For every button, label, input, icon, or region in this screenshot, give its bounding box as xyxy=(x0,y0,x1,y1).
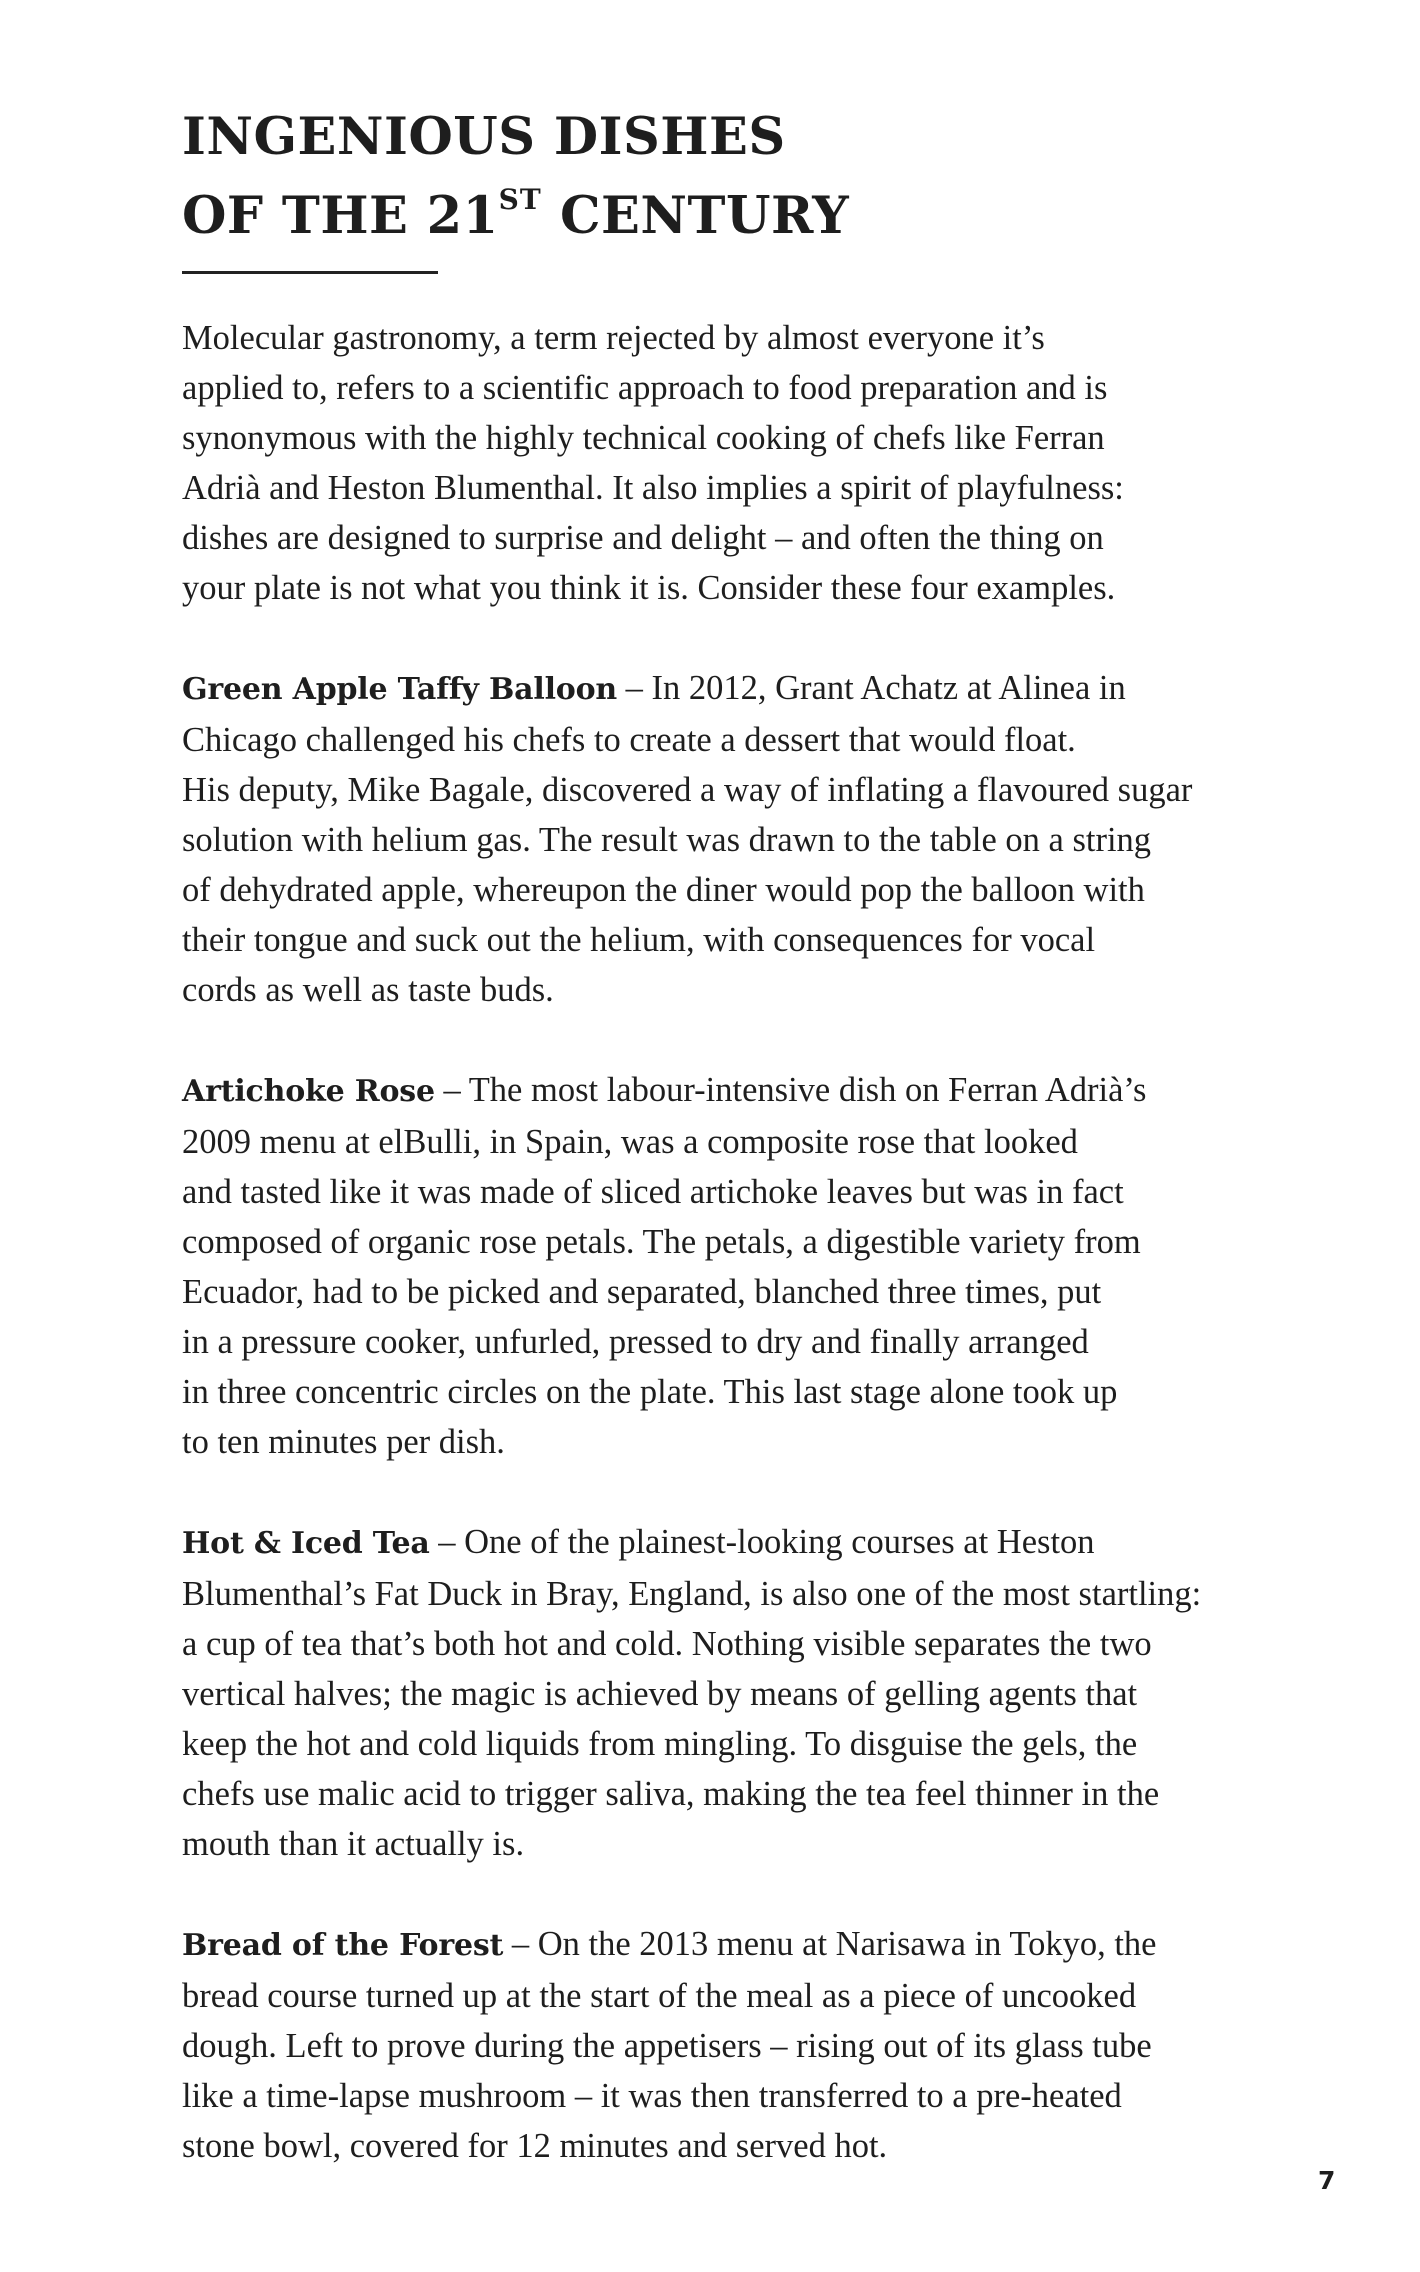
article-body xyxy=(182,313,1357,2221)
text-line: 2009 menu at elBulli, in Spain, was a composite rose that looked xyxy=(182,1123,1078,1161)
text-line: of dehydrated apple, whereupon the diner would pop the balloon with xyxy=(182,871,1145,909)
text-line: your plate is not what you think it is. Consider these four examples. xyxy=(182,569,1116,607)
text-line: Blumenthal’s Fat Duck in Bray, England, is also one of the most startling: xyxy=(182,1575,1202,1613)
text-line xyxy=(182,1517,1357,1569)
text-line: keep the hot and cold liquids from mingling. To disguise the gels, the xyxy=(182,1725,1138,1763)
dish-paragraph-artichoke-rose xyxy=(182,1065,1357,1467)
title-line-1: INGENIOUS DISHES xyxy=(182,107,786,167)
dish-intro-text: – The most labour-intensive dish on Ferran Adrià’s xyxy=(434,1071,1147,1109)
dish-name: Hot & Iced Tea xyxy=(182,1526,430,1561)
dish-paragraph-bread-of-the-forest xyxy=(182,1919,1357,2171)
text-line: stone bowl, covered for 12 minutes and served hot. xyxy=(182,2127,888,2165)
text-line: solution with helium gas. The result was drawn to the table on a string xyxy=(182,821,1152,859)
text-line: and tasted like it was made of sliced artichoke leaves but was in fact xyxy=(182,1173,1124,1211)
text-line: bread course turned up at the start of the meal as a piece of uncooked xyxy=(182,1977,1137,2015)
text-line: applied to, refers to a scientific approach to food preparation and is xyxy=(182,369,1108,407)
text-line: Adrià and Heston Blumenthal. It also implies a spirit of playfulness: xyxy=(182,469,1124,507)
text-line: their tongue and suck out the helium, with consequences for vocal xyxy=(182,921,1096,959)
dish-paragraph-hot-and-iced-tea xyxy=(182,1517,1357,1869)
text-line: mouth than it actually is. xyxy=(182,1825,525,1863)
dish-intro-text: – On the 2013 menu at Narisawa in Tokyo, the xyxy=(503,1925,1157,1963)
text-line xyxy=(182,1919,1357,1971)
page-title xyxy=(182,98,849,256)
page-number: 7 xyxy=(1318,2166,1336,2195)
text-line: Chicago challenged his chefs to create a dessert that would float. xyxy=(182,721,1076,759)
text-line: like a time-lapse mushroom – it was then transferred to a pre-heated xyxy=(182,2077,1122,2115)
text-line: vertical halves; the magic is achieved by means of gelling agents that xyxy=(182,1675,1138,1713)
text-line: dough. Left to prove during the appetisers – rising out of its glass tube xyxy=(182,2027,1152,2065)
dish-name: Artichoke Rose xyxy=(182,1074,435,1109)
text-line xyxy=(182,1065,1357,1117)
dish-intro-text: – In 2012, Grant Achatz at Alinea in xyxy=(617,669,1126,707)
dish-name: Green Apple Taffy Balloon xyxy=(182,672,618,707)
title-line-2 xyxy=(182,177,849,256)
dish-name: Bread of the Forest xyxy=(182,1928,504,1963)
text-line: chefs use malic acid to trigger saliva, making the tea feel thinner in the xyxy=(182,1775,1160,1813)
text-line: His deputy, Mike Bagale, discovered a way of inflating a flavoured sugar xyxy=(182,771,1193,809)
text-line: composed of organic rose petals. The petals, a digestible variety from xyxy=(182,1223,1141,1261)
text-line: dishes are designed to surprise and delight – and often the thing on xyxy=(182,519,1104,557)
text-line: to ten minutes per dish. xyxy=(182,1423,505,1461)
text-line: cords as well as taste buds. xyxy=(182,971,554,1009)
text-line: in a pressure cooker, unfurled, pressed to dry and finally arranged xyxy=(182,1323,1089,1361)
title-line-2-start: OF THE 21 xyxy=(182,186,499,246)
text-line: Ecuador, had to be picked and separated, blanched three times, put xyxy=(182,1273,1102,1311)
text-line: a cup of tea that’s both hot and cold. Nothing visible separates the two xyxy=(182,1625,1152,1663)
title-ordinal-suffix: ST xyxy=(498,183,542,216)
title-line-2-end: CENTURY xyxy=(541,186,850,246)
text-line: in three concentric circles on the plate. This last stage alone took up xyxy=(182,1373,1118,1411)
dish-intro-text: – One of the plainest-looking courses at Heston xyxy=(429,1523,1095,1561)
text-line: synonymous with the highly technical cooking of chefs like Ferran xyxy=(182,419,1105,457)
dish-paragraph-green-apple-taffy-balloon xyxy=(182,663,1357,1015)
title-divider xyxy=(182,271,438,274)
text-line xyxy=(182,663,1357,715)
intro-paragraph xyxy=(182,313,1357,613)
text-line: Molecular gastronomy, a term rejected by almost everyone it’s xyxy=(182,319,1045,357)
